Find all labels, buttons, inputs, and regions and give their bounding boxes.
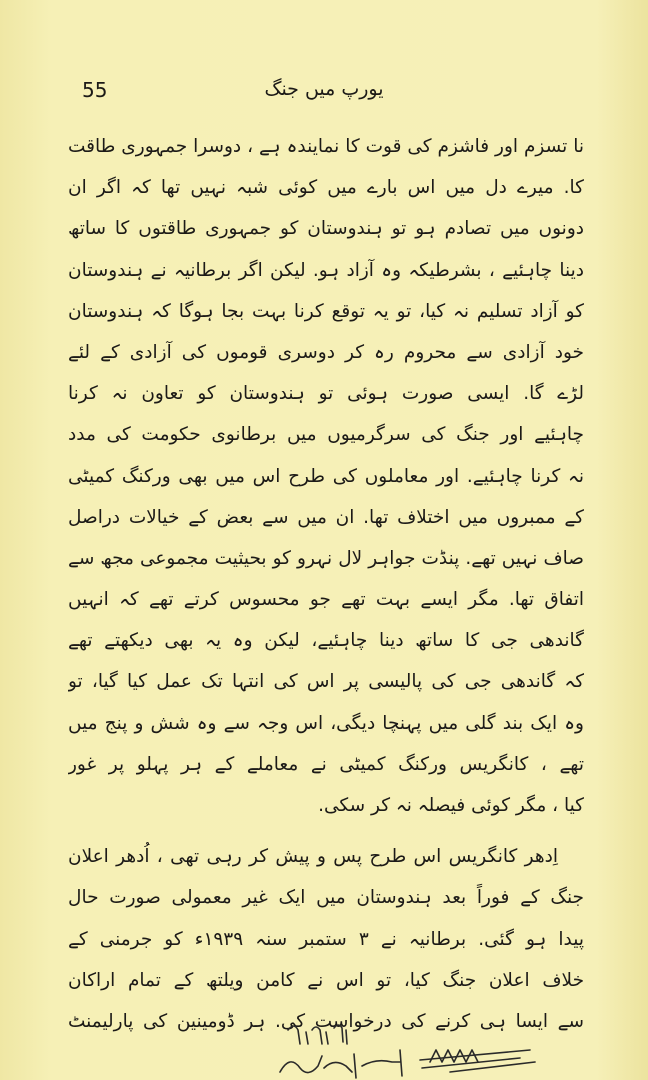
text-line: نا تسزم اور فاشزم کی قوت کا نمایندہ ہے ، دوسرا جمہوری طاقت	[68, 136, 584, 157]
text-line: وہ ایک بند گلی میں پہنچا دیگی، اس وجہ سے وہ شش و پنج میں	[68, 712, 584, 734]
text-line: کہ گاندھی جی کی پالیسی پر اس کی انتہا تک عمل کیا گیا، تو	[68, 671, 584, 693]
paragraph-1	[68, 126, 584, 826]
text-line: تھے ، کانگریس ورکنگ کمیٹی نے معاملے کے ہر پہلو پر غور	[68, 753, 584, 775]
running-head: یورپ میں جنگ	[264, 78, 384, 100]
text-line: خود آزادی سے محروم رہ کر دوسری قوموں کی آزادی کے لئے	[68, 341, 584, 363]
page-header	[70, 78, 578, 108]
text-line: لڑے گا. ایسی صورت ہوئی تو ہندوستان کو تعاون نہ کرنا	[68, 383, 584, 405]
page-number: 55	[82, 78, 108, 102]
body-text	[68, 126, 584, 1042]
text-line: کے ممبروں میں اختلاف تھا. ان میں سے بعض کے خیالات دراصل	[68, 506, 584, 528]
text-line: گاندھی جی کا ساتھ دینا چاہئیے، لیکن وہ یہ بھی دیکھتے تھے	[68, 630, 584, 652]
text-line: پیدا ہو گئی. برطانیہ نے ۳ ستمبر سنہ ۱۹۳۹ء کو جرمنی کے	[68, 928, 584, 950]
text-line: سے ایسا ہی کرنے کی درخواست کی. ہر ڈومینین کی پارلیمنٹ	[68, 1010, 584, 1032]
text-line: اِدھر کانگریس اس طرح پس و پیش کر رہی تھی ، اُدھر اعلان	[68, 846, 558, 868]
text-line: اتفاق تھا. مگر ایسے بہت تھے جو محسوس کرتے تھے کہ انہیں	[68, 589, 584, 611]
handwritten-marks-icon	[250, 1010, 540, 1080]
text-line: نہ کرنا چاہئیے. اور معاملوں کی طرح اس میں بھی ورکنگ کمیٹی	[68, 465, 584, 487]
text-line: خلاف اعلان جنگ کیا، تو اس نے کامن ویلتھ کے تمام اراکان	[68, 969, 584, 991]
text-line: دینا چاہئیے ، بشرطیکہ وہ آزاد ہو. لیکن اگر برطانیہ نے ہندوستان	[68, 259, 584, 281]
paragraph-gap	[68, 826, 584, 836]
text-line: چاہئیے اور جنگ کی سرگرمیوں میں برطانوی حکومت کی مدد	[68, 424, 584, 446]
text-line: کو آزاد تسلیم نہ کیا، تو یہ توقع کرنا بہت بجا ہوگا کہ ہندوستان	[68, 300, 584, 322]
text-line: جنگ کے فوراً بعد ہندوستان میں ایک غیر معمولی صورت حال	[68, 887, 584, 909]
text-line: کیا ، مگر کوئی فیصلہ نہ کر سکی.	[318, 795, 584, 816]
text-line: صاف نہیں تھے. پنڈت جواہر لال نہرو کو بحیثیت مجموعی مجھ سے	[68, 547, 584, 569]
text-line: کا. میرے دل میں اس بارے میں کوئی شبہ نہیں تھا کہ اگر ان	[68, 177, 584, 199]
text-line: دونوں میں تصادم ہو تو ہندوستان کو جمہوری طاقتوں کا ساتھ	[68, 218, 584, 240]
